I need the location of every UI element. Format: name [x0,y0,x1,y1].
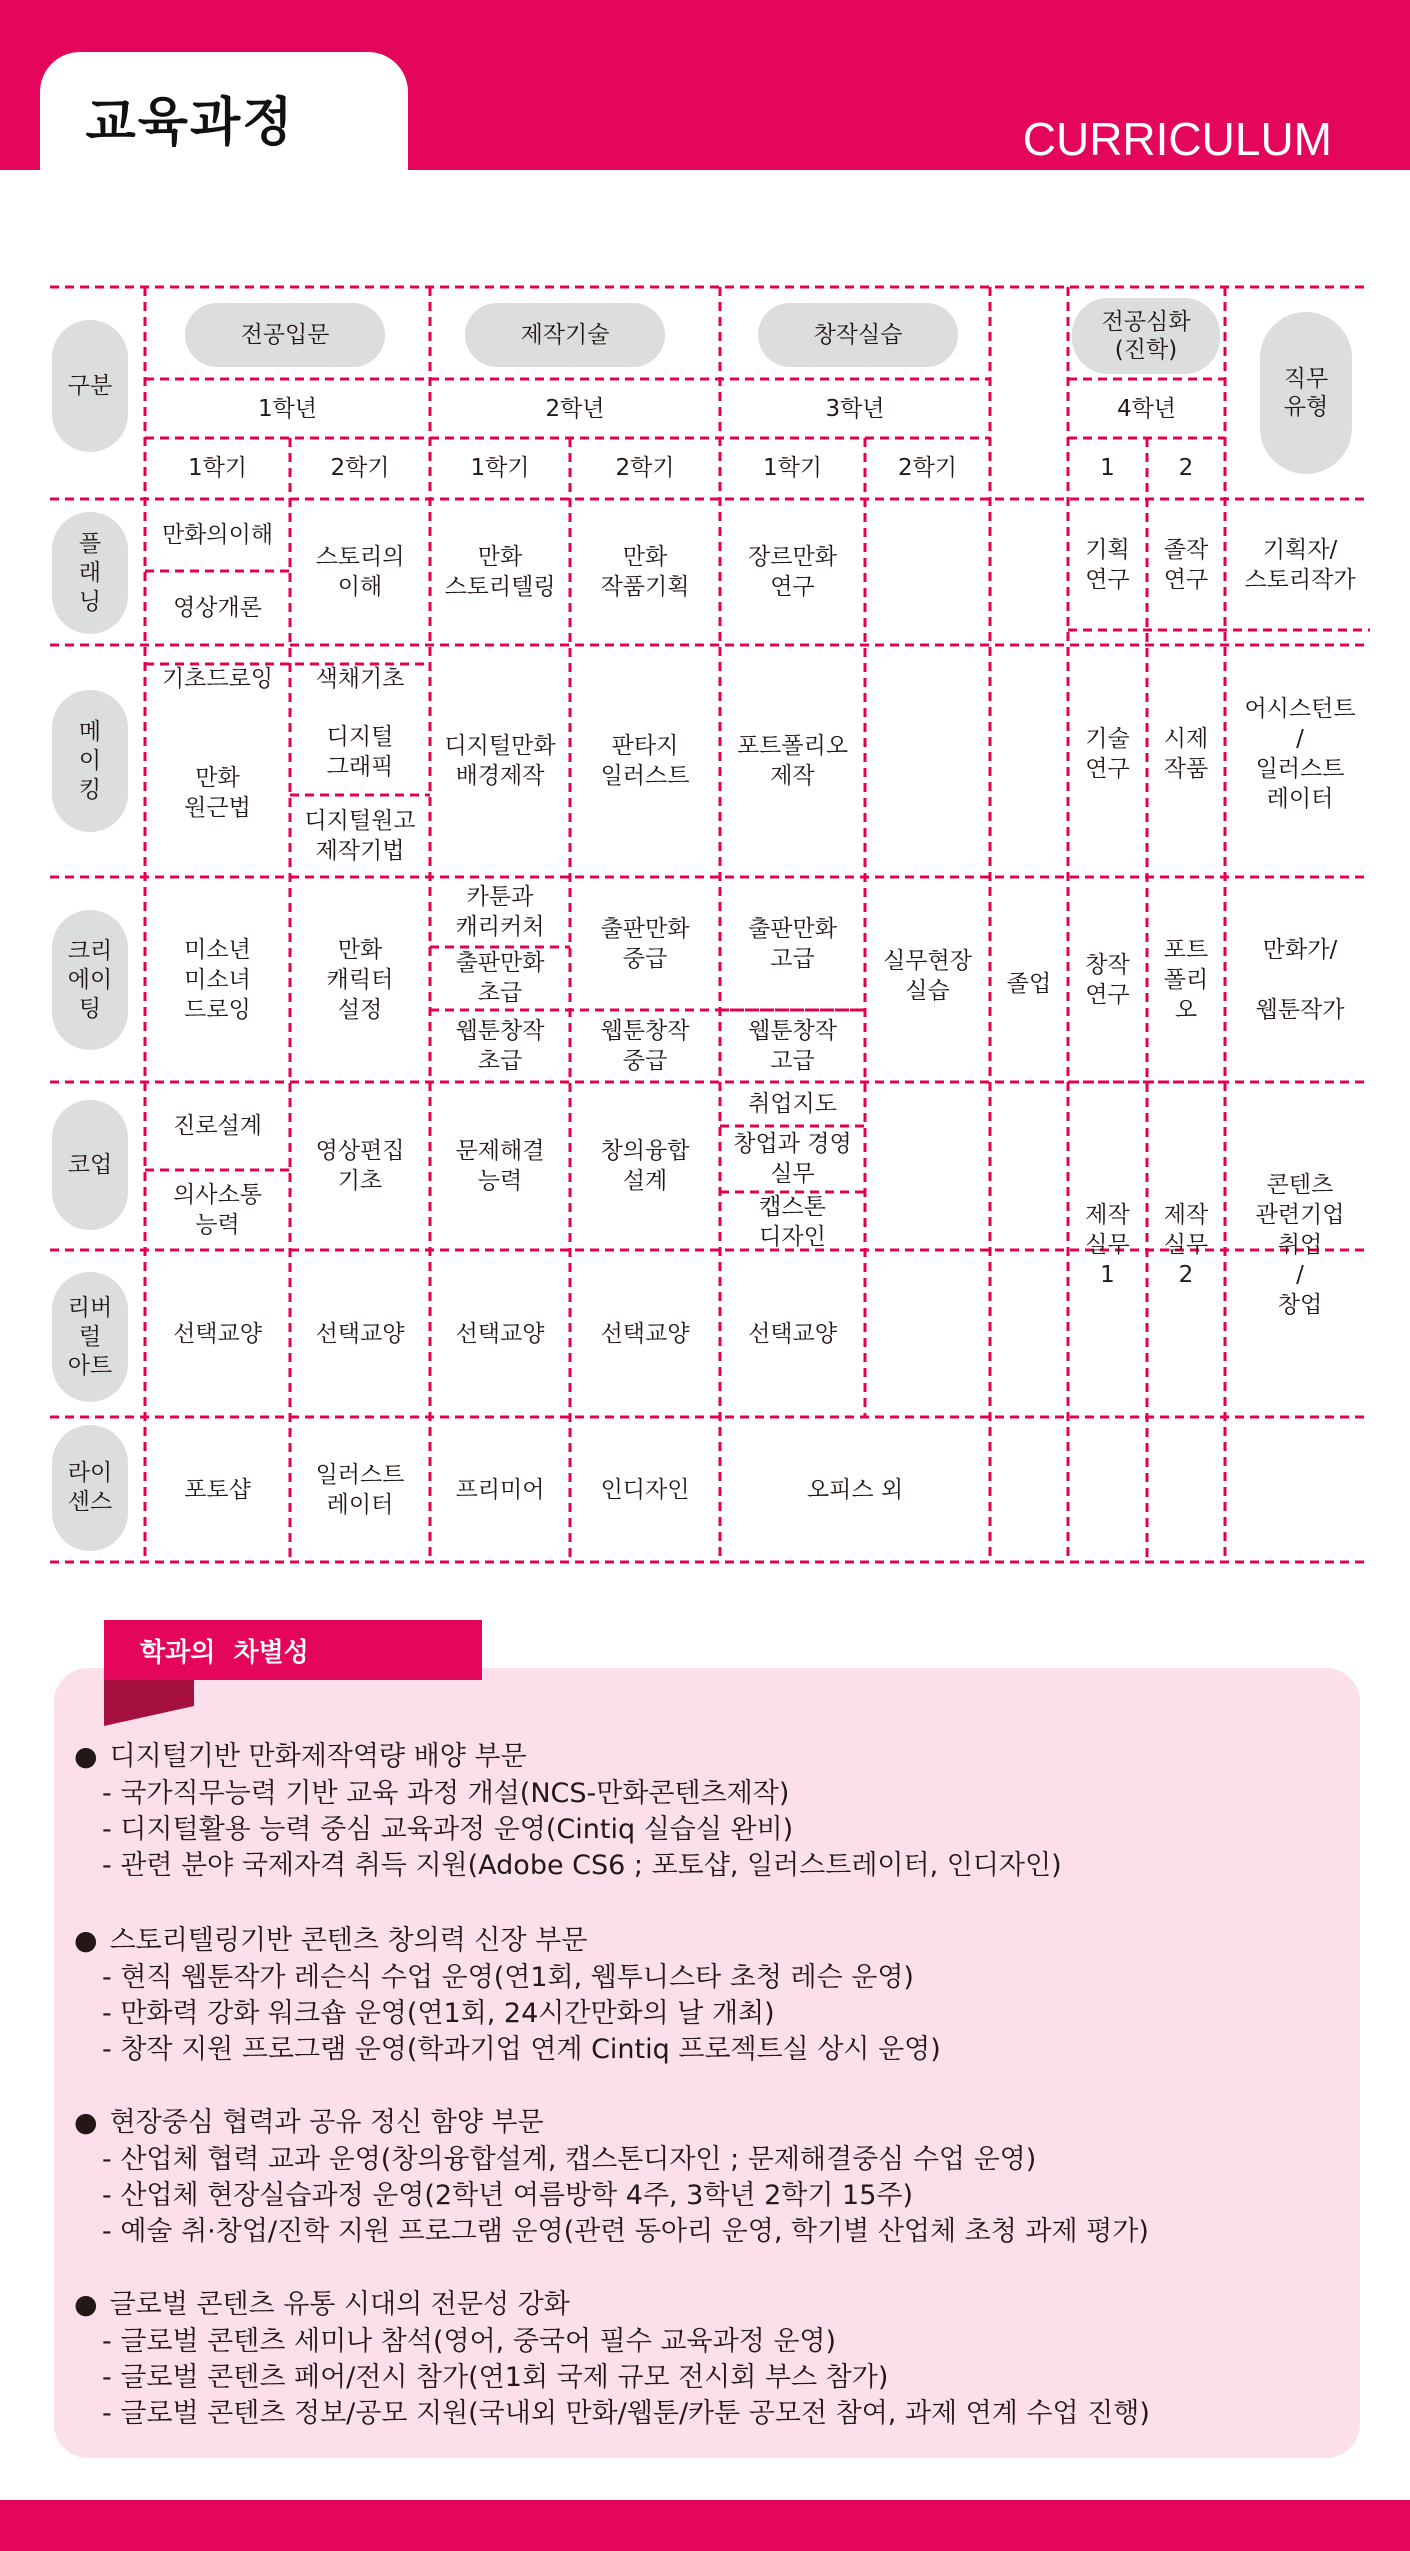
feature-item: - 산업체 협력 교과 운영(창의융합설계, 캡스톤디자인 ; 문제해결중심 수업 운영) [102,2144,1037,2175]
semester-label: 2학기 [897,455,958,481]
course-cell: 웹툰창작 초급 [455,1018,545,1074]
feature-item: - 국가직무능력 기반 교육 과정 개설(NCS-만화콘텐츠제작) [102,1778,790,1809]
feature-heading: 스토리텔링기반 콘텐츠 창의력 신장 부문 [109,1925,588,1956]
row-label-creating: 크리 에이 팅 [52,910,128,1050]
course-cell: 제작 실무 2 [1163,1202,1209,1288]
course-cell: 선택교양 [315,1321,405,1347]
course-cell: 진로설계 [173,1113,262,1139]
feature-item: - 산업체 현장실습과정 운영(2학년 여름방학 4주, 3학년 2학기 15주) [102,2180,914,2211]
group-creative-practice: 창작실습 [758,303,958,367]
course-cell: 카툰과 캐리커처 [455,884,545,940]
course-cell: 기획 연구 [1085,537,1130,593]
bullet-icon: ● [74,1741,98,1772]
feature-item: - 현직 웹툰작가 레슨식 수업 운영(연1회, 웹투니스타 초청 레슨 운영) [102,1962,914,1993]
row-label-making: 메 이 킹 [52,690,128,832]
semester-label: 1학기 [187,455,248,481]
feature-item: - 글로벌 콘텐츠 정보/공모 지원(국내외 만화/웹툰/카툰 공모전 참여, 과제 연계 수업 진행) [102,2398,1150,2429]
course-cell: 시제 작품 [1163,725,1209,782]
features-banner: 학과의 차별성 [104,1620,482,1680]
course-cell: 만화의이해 [161,522,274,548]
job-cell: 콘텐츠 관련기업 취업 / 창업 [1255,1172,1345,1318]
course-cell: 의사소통 능력 [173,1182,262,1238]
course-cell: 선택교양 [748,1321,837,1347]
course-cell: 캡스톤 디자인 [759,1194,826,1250]
course-cell: 디지털원고 제작기법 [304,808,416,864]
course-cell: 선택교양 [173,1321,262,1347]
course-cell: 미소년 미소녀 드로잉 [184,936,251,1023]
course-cell: 기초드로잉 [161,666,274,692]
course-cell: 만화 작품기획 [600,544,690,600]
feature-item: - 창작 지원 프로그램 운영(학과기업 연계 Cintiq 프로젝트실 상시 운영) [102,2034,941,2065]
feature-heading: 글로벌 콘텐츠 유통 시대의 전문성 강화 [109,2289,570,2320]
course-cell: 영상편집 기초 [315,1138,405,1194]
page-subtitle: CURRICULUM [1022,113,1332,165]
course-cell: 출판만화 초급 [455,950,545,1006]
course-cell: 스토리의 이해 [315,544,405,600]
feature-item: - 글로벌 콘텐츠 페어/전시 참가(연1회 국제 규모 전시회 부스 참가) [102,2362,889,2393]
feature-section [74,1922,1344,2068]
course-cell: 졸작 연구 [1163,537,1209,593]
course-cell: 출판만화 중급 [600,915,690,972]
course-cell: 실무현장 실습 [883,948,972,1004]
semester-label: 1 [1100,455,1115,481]
feature-item: - 예술 취·창업/진학 지원 프로그램 운영(관련 동아리 운영, 학기별 산업체 초청 과제 평가) [102,2216,1149,2247]
course-cell: 만화 캐릭터 설정 [326,936,394,1023]
course-cell: 출판만화 고급 [748,915,837,972]
feature-heading: 현장중심 협력과 공유 정신 함양 부문 [109,2107,544,2138]
course-cell: 인디자인 [600,1477,690,1503]
course-cell: 디지털 그래픽 [326,724,394,780]
course-cell: 창업과 경영 실무 [733,1131,852,1187]
course-cell: 오피스 외 [806,1477,904,1503]
group-advanced: 전공심화 (진학) [1072,298,1220,374]
course-cell: 장르만화 연구 [748,544,837,600]
row-label-liberal-arts: 리버 럴 아트 [52,1272,128,1402]
course-cell: 제작 실무 1 [1085,1202,1130,1288]
course-cell: 판타지 일러스트 [600,733,690,789]
page-title: 교육과정 [85,93,295,153]
job-cell: 만화가/ 웹툰작가 [1255,936,1345,1023]
ribbon-fold-icon [104,1680,194,1726]
year-2: 2학년 [545,396,605,422]
row-label-planning: 플 래 닝 [52,512,128,634]
course-cell: 취업지도 [748,1091,837,1117]
feature-item: - 관련 분야 국제자격 취득 지원(Adobe CS6 ; 포토샵, 일러스트레이터, 인디자인) [102,1850,1062,1881]
course-cell: 만화 스토리텔링 [444,544,556,600]
semester-label: 2학기 [330,455,390,481]
semester-label: 2학기 [615,455,675,481]
feature-section [74,2104,1344,2250]
course-cell: 웹툰창작 중급 [600,1018,690,1074]
row-label-license: 라이 센스 [52,1425,128,1551]
feature-item: - 디지털활용 능력 중심 교육과정 운영(Cintiq 실습실 완비) [102,1814,794,1845]
graduation-cell: 졸업 [1006,970,1052,997]
job-type-label: 직무 유형 [1260,312,1352,474]
year-1: 1학년 [257,396,318,422]
feature-section [74,2286,1344,2432]
job-cell: 어시스턴트 / 일러스트 레이터 [1244,695,1356,812]
course-cell: 창작 연구 [1085,951,1130,1008]
year-4: 4학년 [1116,396,1177,422]
course-cell: 만화 원근법 [184,765,251,821]
semester-label: 2 [1178,455,1194,481]
course-cell: 문제해결 능력 [455,1138,545,1194]
group-production-tech: 제작기술 [465,303,665,367]
year-3: 3학년 [825,396,885,422]
feature-item: - 만화력 강화 워크숍 운영(연1회, 24시간만화의 날 개최) [102,1998,775,2029]
feature-item: - 글로벌 콘텐츠 세미나 참석(영어, 중국어 필수 교육과정 운영) [102,2326,837,2357]
course-cell: 영상개론 [173,595,262,621]
row-label-coop: 코업 [52,1100,128,1230]
course-cell: 웹툰창작 고급 [748,1018,837,1074]
feature-heading: 디지털기반 만화제작역량 배양 부문 [109,1741,527,1772]
course-cell: 기술 연구 [1085,725,1130,782]
bullet-icon: ● [74,2107,98,2138]
course-cell: 선택교양 [600,1321,690,1347]
feature-section [74,1738,1344,1884]
course-cell: 포트폴리오 제작 [736,733,849,789]
course-cell: 색채기초 [315,666,405,692]
gubun-label: 구분 [52,320,128,452]
job-cell: 기획자/ 스토리작가 [1244,537,1356,593]
course-cell: 프리미어 [455,1477,545,1503]
course-cell: 창의융합 설계 [600,1138,690,1194]
course-cell: 일러스트 레이터 [315,1462,405,1518]
course-cell: 디지털만화 배경제작 [444,733,556,789]
footer-bar [0,2500,1410,2551]
semester-label: 1학기 [470,455,530,481]
group-major-intro: 전공입문 [185,303,385,367]
course-cell: 포트 폴리 오 [1163,936,1209,1023]
bullet-icon: ● [74,2289,98,2320]
bullet-icon: ● [74,1925,98,1956]
course-cell: 선택교양 [455,1321,545,1347]
course-cell: 포토샵 [184,1477,251,1503]
semester-label: 1학기 [762,455,823,481]
